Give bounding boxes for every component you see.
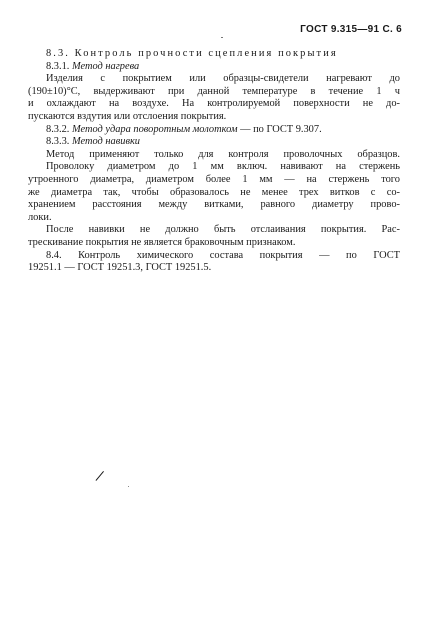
text-line [28, 48, 400, 61]
text-run: 8.3.1. [46, 60, 72, 72]
text-run: и охлаждают на воздухе. На контролируемой поверхности не до- [28, 98, 400, 110]
text-line [28, 98, 400, 111]
text-run: 8.3. Контроль прочности сцепления покрытия [46, 48, 338, 59]
text-line [28, 199, 400, 212]
text-run: Метод применяют только для контроля проволочных образцов. [46, 148, 400, 160]
body-text [28, 48, 400, 275]
text-run: хранением расстояния между витками, равного диаметру прово- [28, 199, 400, 211]
text-run: 8.3.3. [46, 136, 72, 148]
text-line [28, 124, 400, 137]
text-line [28, 212, 400, 225]
text-run: После навивки не должно быть отслаивания покрытия. Рас- [46, 224, 400, 236]
text-run: — по ГОСТ 9.307. [237, 123, 322, 135]
text-run: трескивание покрытия не является браковочным признаком. [28, 236, 296, 248]
text-line [28, 136, 400, 149]
text-run: утроенного диаметра, диаметром более 1 мм — на стержень того [28, 173, 400, 185]
text-line [28, 174, 400, 187]
text-line [28, 61, 400, 74]
text-run: 8.4. Контроль химического состава покрытия — по ГОСТ [46, 249, 400, 261]
text-line [28, 73, 400, 86]
method-title: Метод нагрева [71, 60, 140, 72]
pen-mark [96, 471, 105, 481]
text-line [28, 149, 400, 162]
text-run: Проволоку диаметром до 1 мм включ. навивают на стержень [46, 161, 400, 173]
text-run: (190±10)°С, выдерживают при данной температуре в течение 1 ч [28, 85, 400, 97]
text-line [28, 224, 400, 237]
text-run: же диаметра так, чтобы образовалось не менее трех витков с со- [28, 186, 400, 198]
text-run: Изделия с покрытием или образцы-свидетели нагревают до [46, 73, 400, 85]
text-line [28, 86, 400, 99]
scan-speck [128, 486, 129, 487]
text-line [28, 187, 400, 200]
running-header: ГОСТ 9.315—91 С. 6 [300, 24, 402, 35]
text-line [28, 111, 400, 124]
text-line [28, 237, 400, 250]
scan-speck [221, 37, 223, 38]
text-line [28, 262, 400, 275]
method-title: Метод удара поворотным молотком [71, 123, 238, 135]
text-line [28, 161, 400, 174]
text-line [28, 250, 400, 263]
text-run: пускаются вздутия или отслоения покрытия. [28, 110, 227, 122]
text-run: 8.3.2. [46, 123, 72, 135]
method-title: Метод навивки [71, 136, 141, 148]
text-run: 19251.1 — ГОСТ 19251.3, ГОСТ 19251.5. [28, 262, 212, 274]
text-run: локи. [28, 211, 52, 223]
